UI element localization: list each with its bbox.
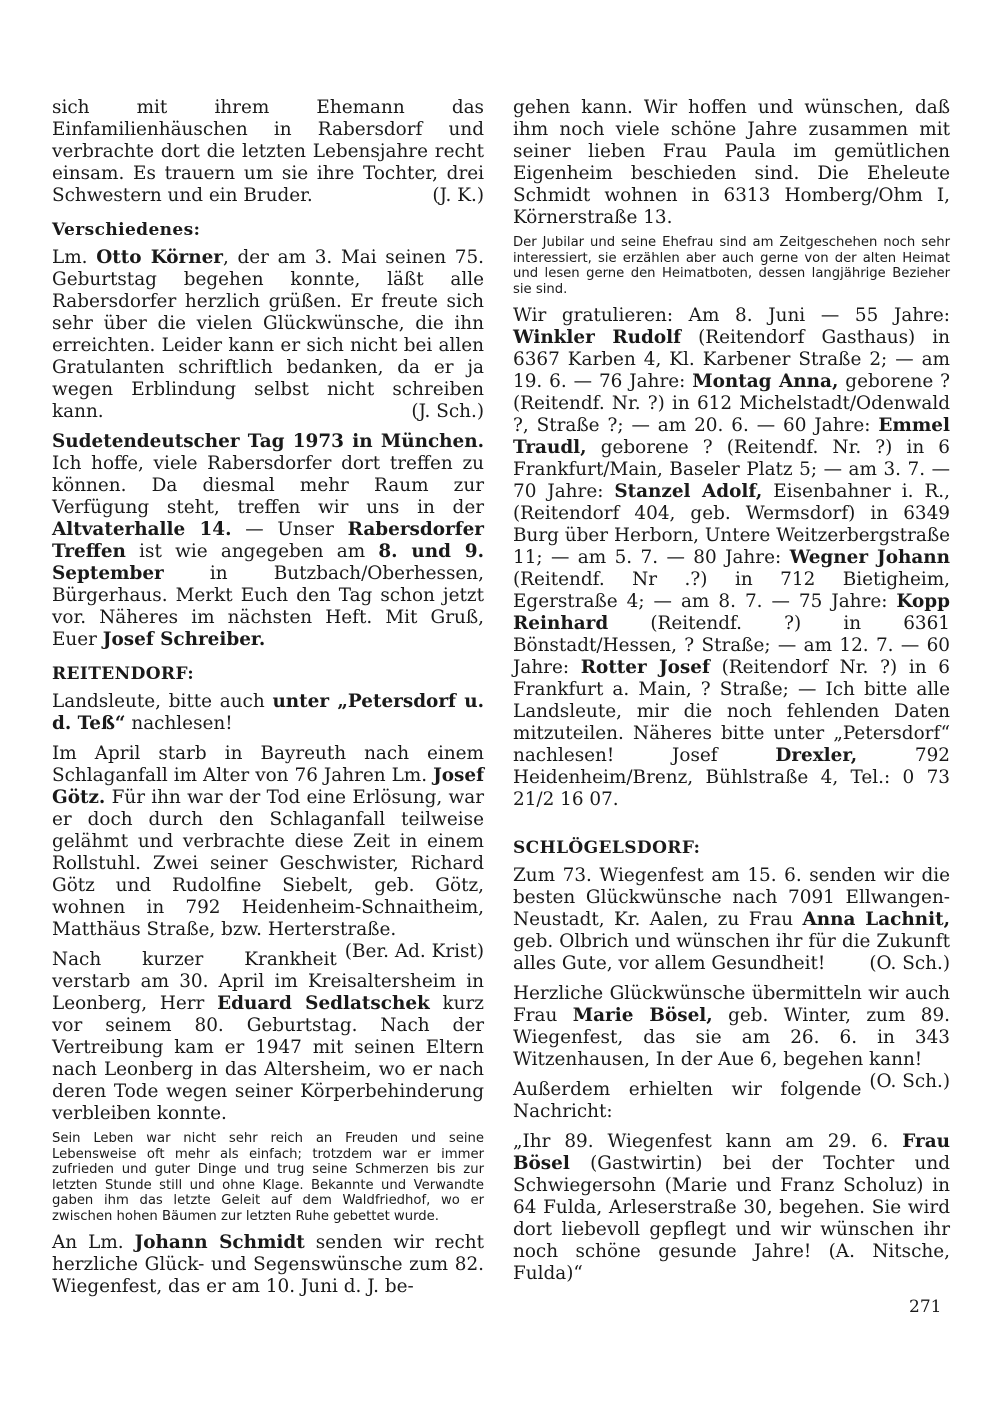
boesel-text-b: geb. Winter, zum 89. Wiegenfest, das sie am 26. 6. in 343 Witzenhausen, In der Aue 6, begehen kann! (513, 1005, 950, 1070)
grat-montag: Montag Anna, (692, 371, 839, 392)
tag-hall: Altvaterhalle 14. (52, 519, 232, 540)
lachnit-signature: (O. Sch.) (869, 953, 950, 974)
landsleute-reference: unter „Petersdorf u. d. Teß“ (52, 691, 484, 734)
sedlatschek-text-1: Nach kurzer Krankheit verstarb am 30. April im Kreisaltersheim in Leonberg, Herr (52, 949, 484, 1014)
heading-verschiedenes: Verschiedenes: (52, 220, 201, 240)
grat-text-g: (Reitendf. ?) in 6361 Bönstadt/Hessen, ? Straße; — am 12. 7. — 60 Jahre: (513, 613, 950, 678)
quote-text-a: „Ihr 89. Wiegenfest kann am 29. 6. (513, 1131, 903, 1152)
right-column (513, 97, 950, 1285)
tag-treffen: Rabersdorfer Treffen (52, 519, 484, 562)
sedlatschek-paragraph (52, 949, 484, 1125)
grat-kopp: Kopp Reinhard (513, 591, 950, 634)
grat-text-h: (Reitendorf Nr. ?) in 6 Frankfurt a. Main, ? Straße; — Ich bitte alle Landsleute, mir die noch fehlenden Daten mitzuteilen. Näheres bitte unter „Petersdorf“ nachlesen! Josef (513, 657, 950, 766)
tag-title: Sudetendeutscher Tag 1973 in München. (52, 431, 484, 452)
grat-text-f: (Reitendf. Nr .?) in 712 Bietigheim, Egerstraße 4; — am 8. 7. — 75 Jahre: (513, 569, 950, 612)
grat-text-a: Wir gratulieren: Am 8. Juni — 55 Jahre: (513, 305, 950, 326)
grat-text-i: 792 Heidenheim/Brenz, Bühlstraße 4, Tel.: 0 73 21/2 16 07. (513, 745, 950, 810)
goetz-text-1: Im April starb in Bayreuth nach einem Schlaganfall im Alter von 76 Jahren Lm. (52, 743, 484, 786)
tag-text-2: — Unser (231, 519, 348, 540)
sedlatschek-name: Eduard Sedlatschek (217, 993, 430, 1014)
schmidt-paragraph (52, 1232, 484, 1298)
heading-reitendorf: REITENDORF: (52, 664, 195, 684)
quote-name: Frau Bösel (513, 1131, 950, 1174)
left-column (52, 97, 484, 1298)
grat-stanzel: Stanzel Adolf, (614, 481, 763, 502)
schmidt-text-1: An Lm. (52, 1232, 135, 1253)
heading-schloegelsdorf: SCHLÖGELSDORF: (513, 838, 701, 858)
intro-text: sich mit ihrem Ehemann das Einfamilienhäuschen in Rabersdorf und verbrachte dort die letzten Lebensjahre recht einsam. Es trauern um sie ihre Tochter, drei Schwestern und ein Bruder. (52, 97, 484, 206)
boesel-signature: (O. Sch.) (869, 1071, 950, 1092)
boesel-text-a: Herzliche Glückwünsche übermitteln wir auch Frau (513, 983, 950, 1026)
jubilar-small-paragraph: Der Jubilar und seine Ehefrau sind am Zeitgeschehen noch sehr interessiert, sie erzählen aber auch gerne von der alten Heimat und lesen gerne den Heimatboten, dessen langjährige Bezieher sie sind. (513, 235, 950, 297)
sedlatschek-text-2: kurz vor seinem 80. Geburtstag. Nach der Vertreibung kam er 1947 mit seinen Eltern nach Leonberg in das Altersheim, wo er nach deren Tode wegen seiner Körperbehinderung verbleiben konnte. (52, 993, 484, 1124)
grat-text-d: geborene ? (Reitendf. Nr. ?) in 6 Frankfurt/Main, Baseler Platz 5; — am 3. 7. — 70 Jahre: (513, 437, 950, 502)
tag-text-1: Ich hoffe, viele Rabersdorfer dort treffen zu können. Da diesmal mehr Raum zur Verfügung steht, treffen wir uns in der (52, 453, 484, 518)
sudetendeutscher-tag-paragraph (52, 431, 484, 651)
goetz-signature: (Ber. Ad. Krist) (344, 941, 484, 962)
boesel-paragraph (513, 983, 950, 1092)
grat-wegner: Wegner Johann (789, 547, 950, 568)
koerner-paragraph (52, 247, 484, 423)
tag-date: 8. und 9. September (52, 541, 484, 584)
goetz-name: Josef Götz. (52, 765, 484, 808)
intro-signature: (J. K.) (432, 185, 484, 206)
grat-text-c: geborene ? (Reitendf. Nr. ?) in 612 Michelstadt/Odenwald ?, Straße ?; — am 20. 6. — 60 Jahre: (513, 371, 950, 436)
grat-text-b: (Reitendorf Gasthaus) in 6367 Karben 4, Kl. Karbener Straße 2; — am 19. 6. — 76 Jahre: (513, 327, 950, 392)
grat-drexler: Drexler, (775, 745, 858, 766)
gratulieren-paragraph (513, 305, 950, 811)
koerner-prefix: Lm. (52, 247, 97, 268)
koerner-text: , der am 3. Mai seinen 75. Geburtstag begehen konnte, läßt alle Rabersdorfer herzlich grüßen. Er freute sich sehr über die vielen Glückwünsche, die ihn erreichten. Leider kann er sich nicht bei allen Gratulanten schriftlich bedanken, da er ja wegen Erblindung selbst nicht schreiben kann. (52, 247, 484, 422)
landsleute-text: Landsleute, bitte auch (52, 691, 273, 712)
tag-text-3: ist wie angegeben am (125, 541, 379, 562)
schmidt-name: Johann Schmidt (134, 1232, 305, 1253)
tag-text-4: in Butzbach/Oberhessen, Bürgerhaus. Merkt Euch den Tag schon jetzt vor. Näheres im nächsten Heft. Mit Gruß, Euer (52, 563, 484, 650)
landsleute-end: nachlesen! (125, 713, 233, 734)
koerner-signature: (J. Sch.) (411, 401, 484, 422)
goetz-text-2: Für ihn war der Tod eine Erlösung, war er doch durch den Schlaganfall teilweise gelähmt und verbrachte diese Zeit in einem Rollstuhl. Zwei seiner Geschwister, Richard Götz und Rudolfine Siebelt, geb. Götz, wohnen in 792 Heidenheim-Schnaitheim, Matthäus Straße, bzw. Herterstraße. (52, 787, 484, 940)
grat-winkler: Winkler Rudolf (513, 327, 682, 348)
lachnit-name: Anna Lachnit, (802, 909, 950, 930)
boesel-name: Marie Bösel, (572, 1005, 713, 1026)
landsleute-paragraph (52, 691, 484, 735)
schmidt-continued-paragraph: gehen kann. Wir hoffen und wünschen, daß ihm noch viele schöne Jahre zusammen mit seiner lieben Frau Paula im gemütlichen Eigenheim beschieden sind. Die Eheleute Schmidt wohnen in 6313 Homberg/Ohm I, Körnerstraße 13. (513, 97, 950, 228)
koerner-name: Otto Körner (96, 247, 223, 268)
quote-paragraph (513, 1131, 950, 1285)
sedlatschek-small-paragraph: Sein Leben war nicht sehr reich an Freuden und seine Lebensweise oft mehr als einfach; trotzdem war er immer zufrieden und guter Dinge und trug seine Schmerzen bis zur letzten Stunde still und ohne Klage. Bekannte und Verwandte gaben ihm das letzte Geleit auf dem Waldfriedhof, wo er zwischen hohen Bäumen zur letzten Ruhe gebettet wurde. (52, 1131, 484, 1224)
lachnit-text-a: Zum 73. Wiegenfest am 15. 6. senden wir die besten Glückwünsche nach 7091 Ellwangen-Neustadt, Kr. Aalen, zu Frau (513, 865, 950, 930)
page-number: 271 (909, 1297, 942, 1317)
ausserdem-paragraph: Außerdem erhielten wir folgende Nachricht: (513, 1079, 862, 1122)
intro-paragraph (52, 97, 484, 207)
schmidt-text-2: senden wir recht herzliche Glück- und Segenswünsche zum 82. Wiegenfest, das er am 10. Juni d. J. be- (52, 1232, 484, 1297)
tag-signature: Josef Schreiber. (102, 629, 266, 650)
goetz-paragraph (52, 743, 484, 962)
quote-text-b: (Gastwirtin) bei der Tochter und Schwiegersohn (Marie und Franz Scholuz) in 64 Fulda, Arleserstraße 30, begehen. Sie wird dort liebevoll gepflegt und wir wünschen ihr noch schöne gesunde Jahre! (A. Nitsche, Fulda)“ (513, 1153, 950, 1284)
lachnit-text-b: geb. Olbrich und wünschen ihr für die Zukunft alles Gute, vor allem Gesundheit! (513, 931, 950, 974)
grat-rotter: Rotter Josef (580, 657, 710, 678)
grat-text-e: Eisenbahner i. R., (Reitendorf 404, geb. Wermsdorf) in 6349 Burg über Herborn, Untere Weitzerbergstraße 11; — am 5. 7. — 80 Jahre: (513, 481, 950, 568)
grat-traudl: Emmel Traudl, (513, 415, 950, 458)
lachnit-paragraph (513, 865, 950, 975)
